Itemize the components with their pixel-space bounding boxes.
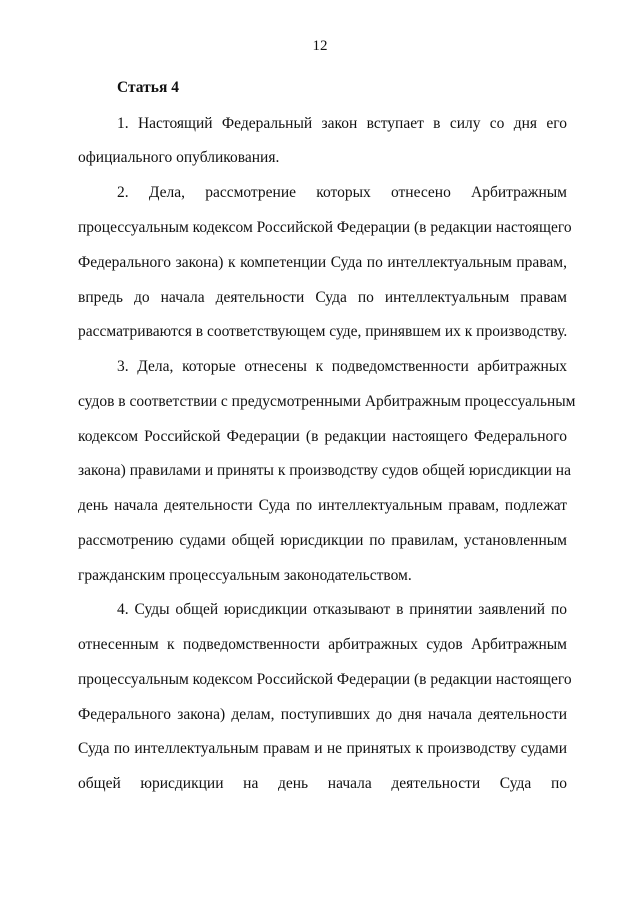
paragraph-4-line-2: отнесенным к подведомственности арбитражных судов Арбитражным xyxy=(78,636,567,653)
paragraph-2-line-4: впредь до начала деятельности Суда по интеллектуальным правам xyxy=(78,289,567,306)
paragraph-1-line-2: официального опубликования. xyxy=(78,149,280,166)
paragraph-3-line-4: закона) правилами и приняты к производству судов общей юрисдикции на xyxy=(78,462,571,479)
paragraph-4-line-3: процессуальным кодексом Российской Федерации (в редакции настоящего xyxy=(78,671,572,688)
paragraph-3-line-1: 3. Дела, которые отнесены к подведомственности арбитражных xyxy=(117,358,567,375)
paragraph-2-line-5: рассматриваются в соответствующем суде, принявшем их к производству. xyxy=(78,323,568,340)
paragraph-2-line-1: 2. Дела, рассмотрение которых отнесено Арбитражным xyxy=(117,184,567,201)
article-heading: Статья 4 xyxy=(117,79,179,96)
paragraph-3-line-3: кодексом Российской Федерации (в редакции настоящего Федерального xyxy=(78,428,567,445)
paragraph-4-line-5: Суда по интеллектуальным правам и не принятых к производству судами xyxy=(78,740,567,757)
paragraph-1-line-1: 1. Настоящий Федеральный закон вступает в силу со дня его xyxy=(117,115,567,132)
paragraph-3-line-6: рассмотрению судами общей юрисдикции по правилам, установленным xyxy=(78,532,567,549)
paragraph-2-line-2: процессуальным кодексом Российской Федерации (в редакции настоящего xyxy=(78,219,572,236)
paragraph-3-line-5: день начала деятельности Суда по интеллектуальным правам, подлежат xyxy=(78,497,567,514)
paragraph-2-line-3: Федерального закона) к компетенции Суда по интеллектуальным правам, xyxy=(78,254,567,271)
paragraph-3-line-7: гражданским процессуальным законодательством. xyxy=(78,567,412,584)
page-number: 12 xyxy=(312,38,328,54)
paragraph-4-line-6: общей юрисдикции на день начала деятельности Суда по xyxy=(78,775,567,792)
paragraph-3-line-2: судов в соответствии с предусмотренными Арбитражным процессуальным xyxy=(78,393,576,410)
paragraph-4-line-4: Федерального закона) делам, поступивших до дня начала деятельности xyxy=(78,706,567,723)
paragraph-4-line-1: 4. Суды общей юрисдикции отказывают в принятии заявлений по xyxy=(117,601,567,618)
